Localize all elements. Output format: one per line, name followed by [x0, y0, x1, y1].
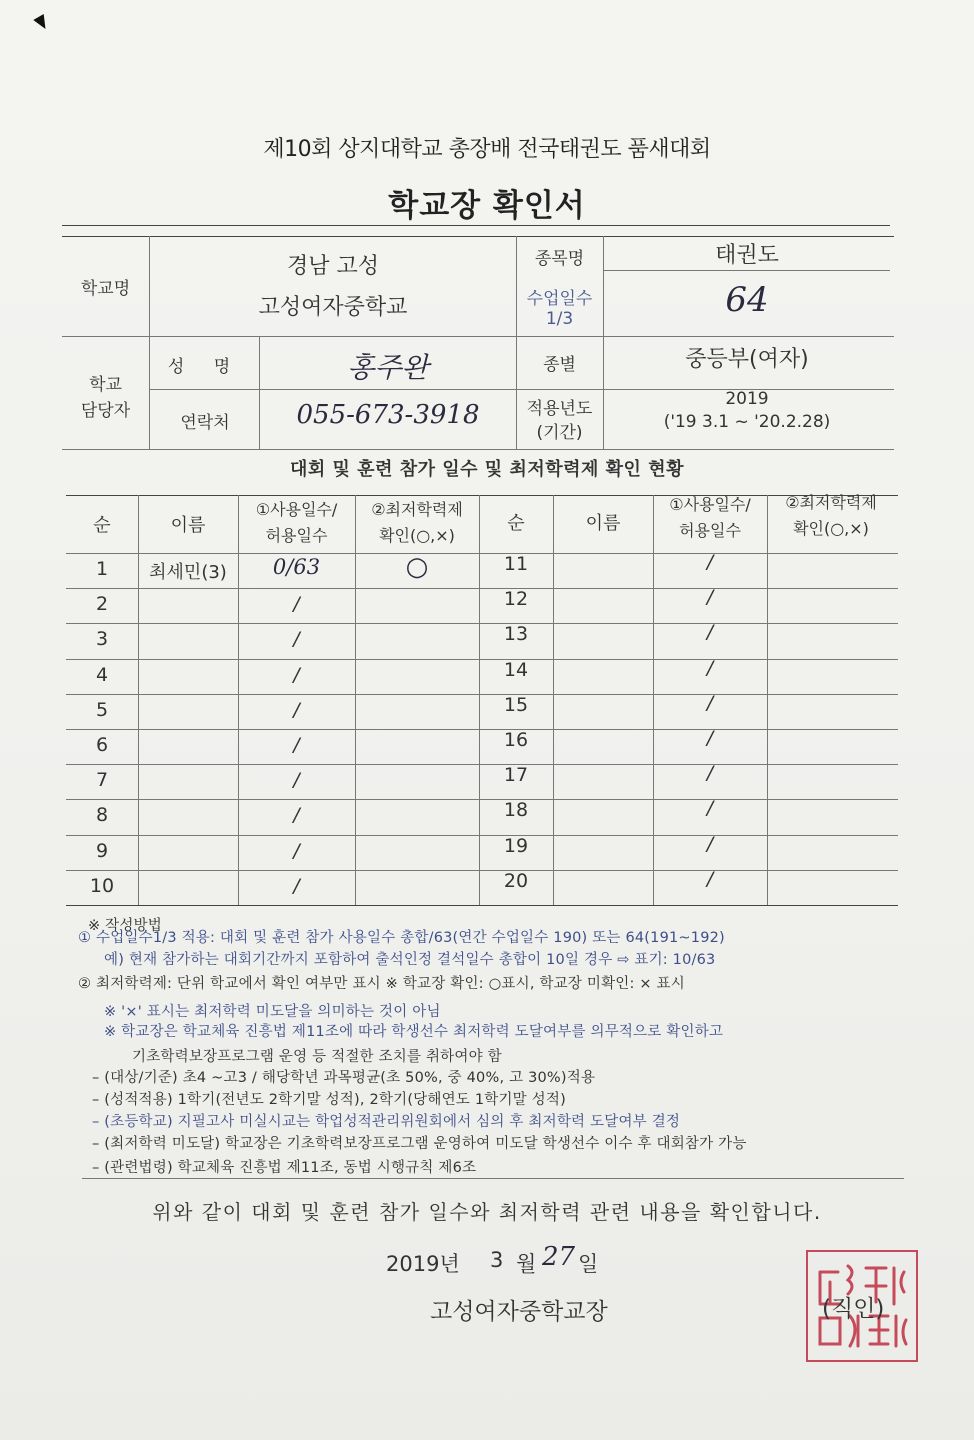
row-number: 5	[95, 698, 109, 721]
row-number: 3	[95, 628, 109, 651]
date-month: 3	[490, 1248, 504, 1272]
row-number: 7	[95, 769, 109, 792]
period-year: 2019	[725, 389, 769, 409]
note-4b: 기초학력보장프로그램 운영 등 적절한 조치를 취하여야 함	[132, 1049, 502, 1065]
category-value: 중등부(여자)	[685, 347, 809, 372]
notes-bottom-line	[82, 1178, 904, 1179]
column-border	[138, 495, 139, 905]
pen-mark	[33, 14, 50, 32]
days-used: /	[706, 691, 714, 714]
row-number: 13	[503, 623, 529, 646]
date-day-suffix: 일	[578, 1252, 599, 1276]
row-number: 6	[95, 734, 109, 756]
school-name: 고성여자중학교	[258, 295, 408, 320]
student-name: 최세민(3)	[149, 562, 227, 583]
days-label-ratio: 1/3	[545, 309, 574, 329]
row-number: 9	[95, 839, 109, 862]
note-3: ※ '×' 표시는 최저학력 미도달을 의미하는 것이 아님	[104, 1004, 441, 1020]
column-border	[553, 495, 554, 905]
confirm-text: 위와 같이 대회 및 훈련 참가 일수와 최저학력 관련 내용을 확인합니다.	[152, 1200, 822, 1224]
col-no-left: 순	[93, 515, 111, 536]
principal-name: 고성여자중학교장	[430, 1299, 608, 1325]
days-used: /	[706, 867, 714, 890]
notes-heading: ※ 작성방법	[88, 918, 162, 934]
column-border	[767, 495, 768, 905]
days-label: 수업일수	[526, 289, 593, 309]
note-detail-4: – (최저학력 미도달) 학교장은 기초학력보장프로그램 운영하여 미도달 학생선수 이수 후 대회참가 가능	[92, 1136, 747, 1152]
row-number: 17	[503, 764, 529, 787]
row-number: 4	[95, 663, 109, 686]
school-label: 학교명	[80, 279, 131, 299]
days-used: /	[706, 727, 714, 749]
col-no-right: 순	[507, 513, 525, 534]
school-region: 경남 고성	[286, 254, 379, 279]
days-used: /	[293, 698, 300, 721]
col-days-left: ①사용일수/	[255, 500, 338, 519]
col-name-right: 이름	[585, 513, 621, 534]
row-number: 12	[503, 588, 529, 611]
days-used: /	[293, 593, 300, 616]
days-used: /	[293, 663, 300, 686]
manager-label-2: 담당자	[80, 401, 131, 421]
category-label: 종별	[543, 355, 576, 375]
note-1a: ① 수업일수1/3 적용: 대회 및 훈련 참가 사용일수 총합/63(연간 수업일수 190) 또는 64(191~192)	[78, 930, 725, 946]
days-used: /	[293, 769, 300, 792]
col-check-left-2: 확인(○,×)	[379, 526, 455, 545]
days-used: /	[293, 874, 300, 897]
days-used: /	[706, 551, 714, 573]
row-number: 11	[503, 553, 529, 575]
days-used: /	[706, 621, 714, 644]
period-range: ('19 3.1 ~ '20.2.28)	[663, 412, 831, 432]
info-line	[62, 336, 894, 337]
row-number: 10	[89, 874, 115, 897]
table-section-title: 대회 및 훈련 참가 일수 및 최저학력제 확인 현황	[289, 459, 684, 480]
days-used: /	[293, 839, 300, 862]
contact-label: 연락처	[180, 413, 230, 433]
days-value: 64	[725, 280, 769, 320]
row-number: 2	[95, 593, 109, 616]
info-line	[604, 270, 890, 271]
col-days-right: ①사용일수/	[669, 495, 751, 514]
contact-value: 055-673-3918	[296, 400, 480, 430]
col-check-left: ②최저학력제	[371, 500, 463, 519]
note-2: ② 최저학력제: 단위 학교에서 확인 여부만 표시 ※ 학교장 확인: ○표시, 학교장 미확인: × 표시	[78, 976, 685, 992]
note-1b: 예) 현재 참가하는 대회기간까지 포함하여 출석인정 결석일수 총합이 10일 경우 ⇨ 표기: 10/63	[104, 952, 716, 968]
info-top-border-2	[62, 236, 894, 237]
row-number: 14	[503, 658, 529, 681]
note-detail-2: – (성적적용) 1학기(전년도 2학기말 성적), 2학기(당해연도 1학기말 성적)	[92, 1092, 566, 1108]
col-check-right-2: 확인(○,×)	[793, 519, 869, 538]
info-top-border	[62, 225, 890, 226]
event-value: 태권도	[715, 243, 779, 268]
days-used: /	[293, 628, 300, 651]
days-used: 0/63	[272, 555, 321, 579]
period-label: 적용년도	[526, 399, 593, 419]
row-number: 16	[503, 729, 529, 751]
date-month-suffix: 월	[516, 1252, 537, 1276]
period-label-2: (기간)	[536, 423, 583, 443]
row-number: 8	[95, 804, 109, 827]
note-detail-3: – (초등학교) 지필고사 미실시교는 학업성적관리위원회에서 심의 후 최저학력 도달여부 결정	[92, 1114, 681, 1130]
date-year: 2019년	[386, 1252, 460, 1276]
days-used: /	[706, 797, 714, 820]
date-day: 27	[542, 1242, 576, 1272]
days-used: /	[706, 832, 714, 855]
row-number: 15	[503, 693, 529, 716]
seal-label: (직인)	[822, 1296, 885, 1322]
col-name-left: 이름	[170, 515, 206, 536]
days-used: /	[293, 804, 300, 827]
days-used: /	[706, 762, 714, 785]
note-detail-1: – (대상/기준) 초4 ~고3 / 해당학년 과목평균(초 50%, 중 40%, 고 30%)적용	[92, 1070, 596, 1086]
note-4a: ※ 학교장은 학교체육 진흥법 제11조에 따라 학생선수 최저학력 도달여부를 의무적으로 확인하고	[104, 1024, 724, 1040]
note-detail-5: – (관련법령) 학교체육 진흥법 제11조, 동법 시행규칙 제6조	[92, 1160, 477, 1176]
col-days-right-2: 허용일수	[679, 521, 741, 540]
form-title: 학교장 확인서	[388, 188, 586, 224]
days-used: /	[706, 656, 714, 679]
row-number: 20	[503, 869, 529, 892]
manager-label: 학교	[89, 375, 122, 395]
minimum-academic-check: ○	[405, 552, 429, 582]
row-number: 18	[503, 799, 529, 822]
name-value: 홍주완	[347, 351, 429, 384]
col-check-right: ②최저학력제	[785, 493, 877, 512]
row-border	[66, 905, 898, 906]
days-used: /	[706, 586, 714, 609]
row-number: 19	[503, 834, 529, 857]
info-line	[62, 449, 894, 450]
event-label: 종목명	[534, 249, 585, 269]
name-label: 성 명	[167, 357, 243, 377]
event-title: 제10회 상지대학교 총장배 전국태권도 품새대회	[263, 137, 711, 162]
days-used: /	[293, 734, 300, 756]
row-number: 1	[95, 558, 109, 580]
col-days-left-2: 허용일수	[265, 526, 328, 545]
